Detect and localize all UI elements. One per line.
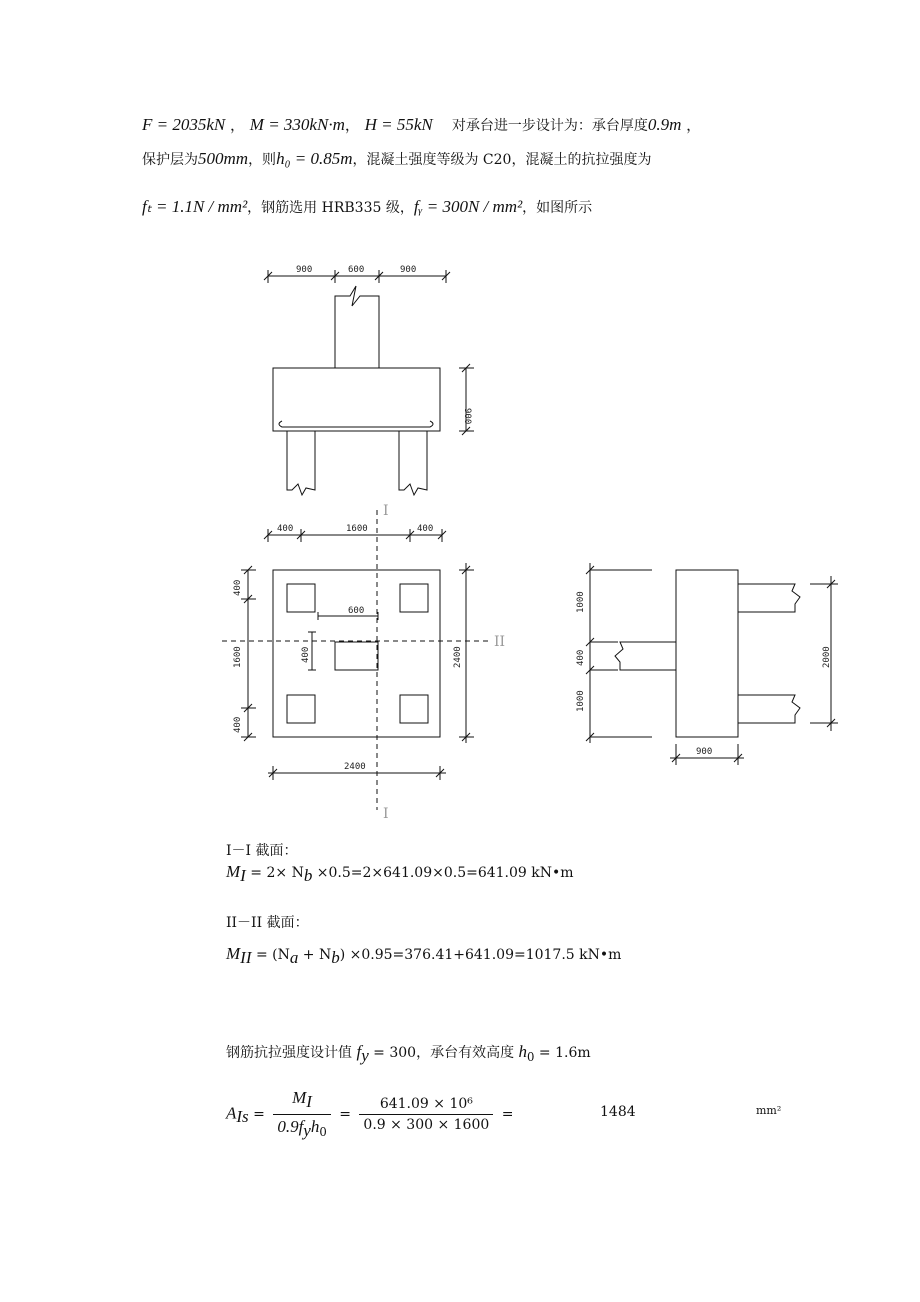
elev-dim-900-left: 900 — [296, 265, 313, 275]
side-dim-2000: 2000 — [822, 646, 832, 668]
force-F: F = 2035kN — [142, 115, 226, 134]
section-II-label: II — [494, 634, 506, 650]
side-pile-bottom — [738, 695, 800, 723]
side-pile-top — [738, 584, 800, 612]
elev-pile-left — [287, 431, 315, 495]
rebar-area-equation: $A_{Is}$ = $\frac{M_I}{0.9f_yh_0}$ = $\frac{\text{641.09 × 10⁶}}{0.9 \times 300 \times 1600}$ = — [226, 1088, 514, 1140]
fy-value: fᵧ = 300N / mm² — [413, 197, 523, 216]
side-dim-1000-top: 1000 — [576, 591, 586, 613]
section-I-equation: $M_I = 2\times N_b \times 0.5=2\times 641.09\times 0.5=641.09$ kN•m — [226, 862, 574, 885]
side-dim-400: 400 — [576, 649, 586, 666]
area-result: 1484 — [600, 1104, 636, 1120]
plan-dim-left-3: 400 — [233, 716, 243, 733]
rebar-strength-line: 钢筋抗拉强度设计值 $f_y = 300$，承台有效高度 $h_0 = 1.6m$ — [226, 1042, 591, 1065]
elev-dim-600: 600 — [348, 265, 365, 275]
plan-dim-left-2: 1600 — [233, 646, 243, 668]
plan-pile-3 — [287, 695, 315, 723]
intro-line-3: fₜ = 1.1N / mm²，钢筋选用 HRB335 级，fᵧ = 300N / mm²，如图所示 — [142, 197, 593, 216]
intro-line-1: F = 2035kN ， M = 330kN·m， H = 55kN 对承台进一步设计为：承台厚度0.9m ， — [142, 115, 702, 134]
section-I-title: I－I 截面： — [226, 843, 298, 859]
area-unit: mm² — [756, 1104, 782, 1117]
plan-column — [335, 642, 378, 670]
elev-dim-height: 900 — [462, 408, 472, 425]
shear-H: H = 55kN — [364, 115, 433, 134]
effective-depth: h₀ = 0.85m — [276, 149, 353, 168]
section-I-bottom: I — [383, 806, 389, 822]
plan-dim-col-w: 600 — [348, 606, 365, 616]
section-II-title: II－II 截面： — [226, 915, 309, 931]
elev-rebar — [279, 421, 433, 427]
side-dim-1000-bottom: 1000 — [576, 690, 586, 712]
side-column — [615, 642, 676, 670]
section-I-top: I — [383, 503, 389, 519]
side-cap — [676, 570, 738, 737]
elev-column — [335, 286, 379, 368]
plan-dim-bottom: 2400 — [344, 762, 366, 772]
ft-value: fₜ = 1.1N / mm² — [142, 197, 248, 216]
cap-thickness: 0.9m — [647, 115, 682, 134]
cover: 500mm — [198, 149, 249, 168]
side-dim-900: 900 — [696, 747, 713, 757]
plan-pile-4 — [400, 695, 428, 723]
plan-pile-2 — [400, 584, 428, 612]
plan-dim-right: 2400 — [453, 646, 463, 668]
plan-cap — [273, 570, 440, 737]
elev-dim-900-right: 900 — [400, 265, 417, 275]
intro-text-1: 对承台进一步设计为：承台厚度 — [451, 118, 648, 134]
plan-dim-col-h: 400 — [301, 646, 311, 663]
elev-cap — [273, 368, 440, 431]
elev-pile-right — [399, 431, 427, 495]
fraction-2: $\frac{\text{641.09 × 10⁶}}{0.9 \times 300 \times 1600}$ — [359, 1096, 493, 1133]
plan-dim-400-left: 400 — [277, 524, 294, 534]
section-II-equation: $M_{II} = (N_a + N_b) \times 0.95=376.41+641.09=1017.5$ kN•m — [226, 944, 622, 967]
fraction-1: $\frac{M_I}{0.9f_yh_0}$ — [273, 1088, 330, 1141]
plan-dim-1600: 1600 — [346, 524, 368, 534]
plan-dim-400-right: 400 — [417, 524, 434, 534]
plan-dim-left-1: 400 — [233, 579, 243, 596]
plan-pile-1 — [287, 584, 315, 612]
moment-M: M = 330kN·m — [249, 115, 345, 134]
intro-line-2: 保护层为500mm，则h₀ = 0.85m，混凝土强度等级为 C20，混凝土的抗拉强度为 — [142, 149, 652, 168]
